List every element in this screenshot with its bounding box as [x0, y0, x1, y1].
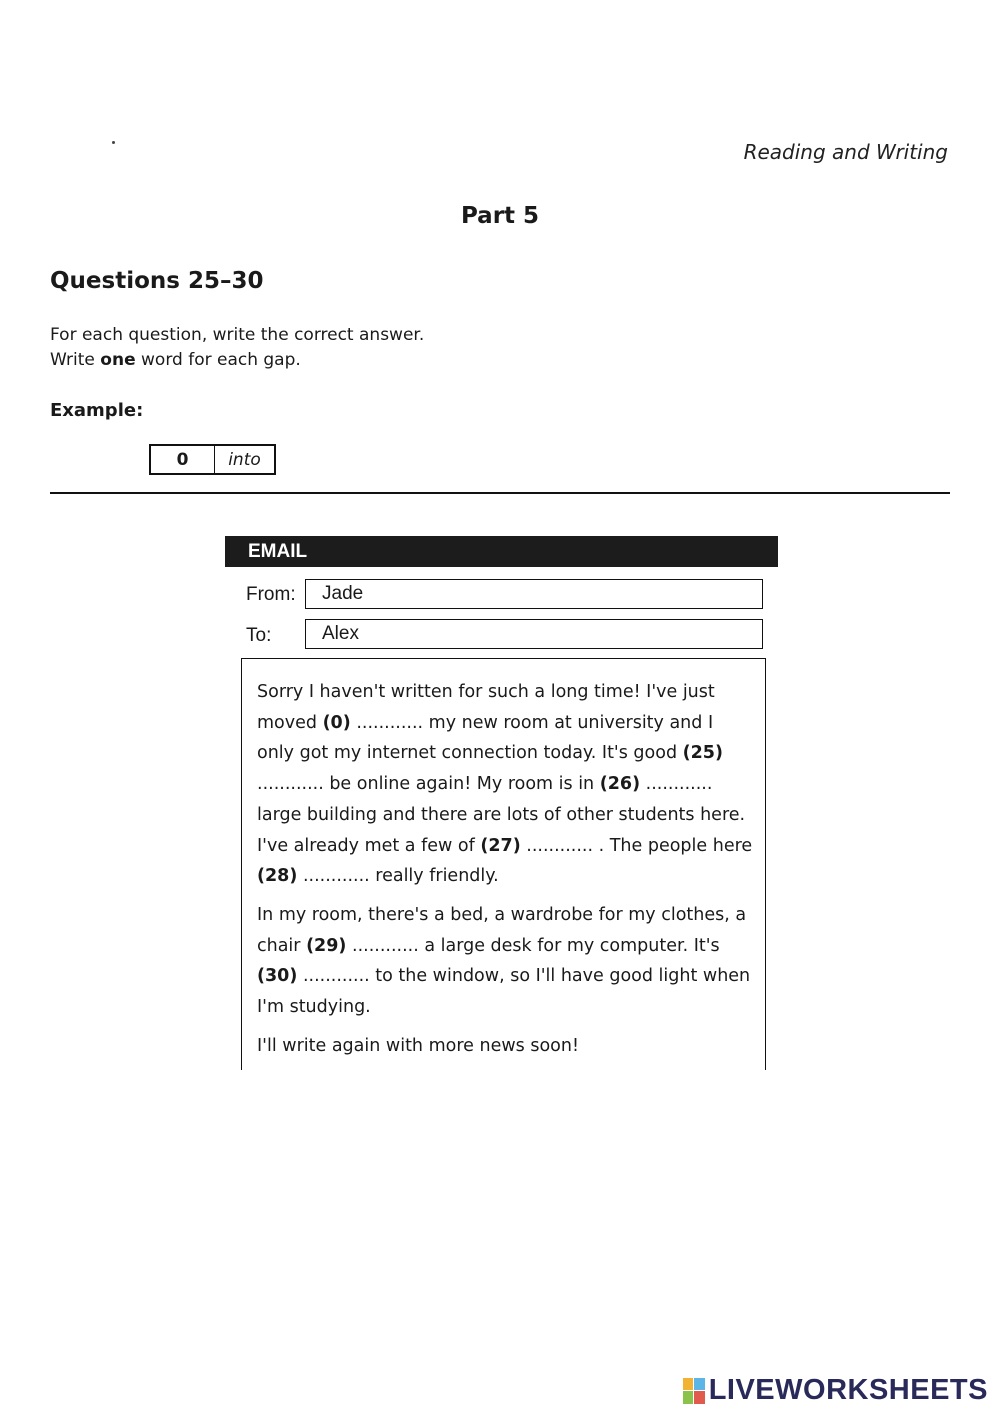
gap-25-blank: ............ — [257, 774, 324, 795]
logo-square — [694, 1391, 705, 1404]
email-paragraph-2 — [257, 900, 753, 1023]
gap-29-number: (29) — [306, 935, 347, 956]
email-paragraph-3: I'll write again with more news soon! — [257, 1035, 579, 1056]
liveworksheets-logo-icon — [683, 1378, 705, 1404]
example-label: Example: — [50, 400, 144, 421]
from-label: From: — [246, 584, 296, 605]
gap-28-number: (28) — [257, 866, 298, 887]
liveworksheets-brand — [683, 1374, 988, 1407]
part-title: Part 5 — [460, 203, 540, 229]
brand-name: LIVEWORKSHEETS — [708, 1374, 988, 1406]
gap-26-blank: ............ — [645, 774, 713, 795]
email-text: to the window, so I'll have good light when I'm studying. — [257, 966, 751, 1018]
gap-26-number: (26) — [599, 774, 641, 795]
gap-27-number: (27) — [480, 835, 521, 856]
divider — [50, 492, 950, 494]
gap-0-number: (0) — [322, 712, 351, 733]
example-number: 0 — [151, 446, 215, 473]
email-text: really friendly. — [369, 866, 499, 887]
email-text: a large desk for my computer. It's — [418, 935, 720, 956]
email-text: . The people here — [593, 835, 753, 856]
to-field: Alex — [305, 619, 763, 649]
questions-title: Questions 25–30 — [50, 268, 264, 294]
instruction-emphasis: one — [100, 350, 136, 370]
to-label: To: — [246, 625, 272, 646]
logo-square — [694, 1378, 705, 1391]
example-answer-box — [149, 444, 276, 475]
email-text: large building and there are lots of other students here. I've already met a few of — [257, 804, 746, 856]
section-header: Reading and Writing — [743, 140, 948, 164]
gap-29-blank: ............ — [352, 935, 419, 956]
gap-25-number: (25) — [682, 743, 723, 764]
from-field: Jade — [305, 579, 763, 609]
gap-30-blank: ............ — [302, 966, 370, 987]
scan-speck — [112, 141, 115, 144]
gap-27-blank: ............ — [526, 835, 594, 856]
gap-30-number: (30) — [257, 966, 298, 987]
email-body — [241, 658, 766, 1070]
email-text: be online again! My room is in — [323, 774, 600, 795]
instruction-line-2 — [50, 348, 424, 373]
logo-square — [683, 1378, 694, 1391]
instruction-text: Write — [50, 350, 101, 370]
logo-square — [683, 1391, 694, 1404]
gap-28-blank: ............ — [302, 866, 370, 887]
email-header-bar: EMAIL — [225, 536, 778, 567]
example-answer: into — [228, 449, 261, 470]
instructions — [50, 323, 424, 373]
gap-0-blank: ............ — [356, 712, 424, 733]
email-text: my new room at university and I only got my internet connection today. It's good — [257, 712, 714, 764]
email-paragraph-1 — [257, 677, 753, 892]
instruction-text: word for each gap. — [135, 350, 301, 370]
instruction-line-1: For each question, write the correct answer. — [50, 325, 425, 345]
email-text: In my room, there's a bed, a wardrobe for my clothes, a chair — [257, 904, 747, 956]
email-text: Sorry I haven't written for such a long time! I've just moved — [257, 682, 715, 733]
